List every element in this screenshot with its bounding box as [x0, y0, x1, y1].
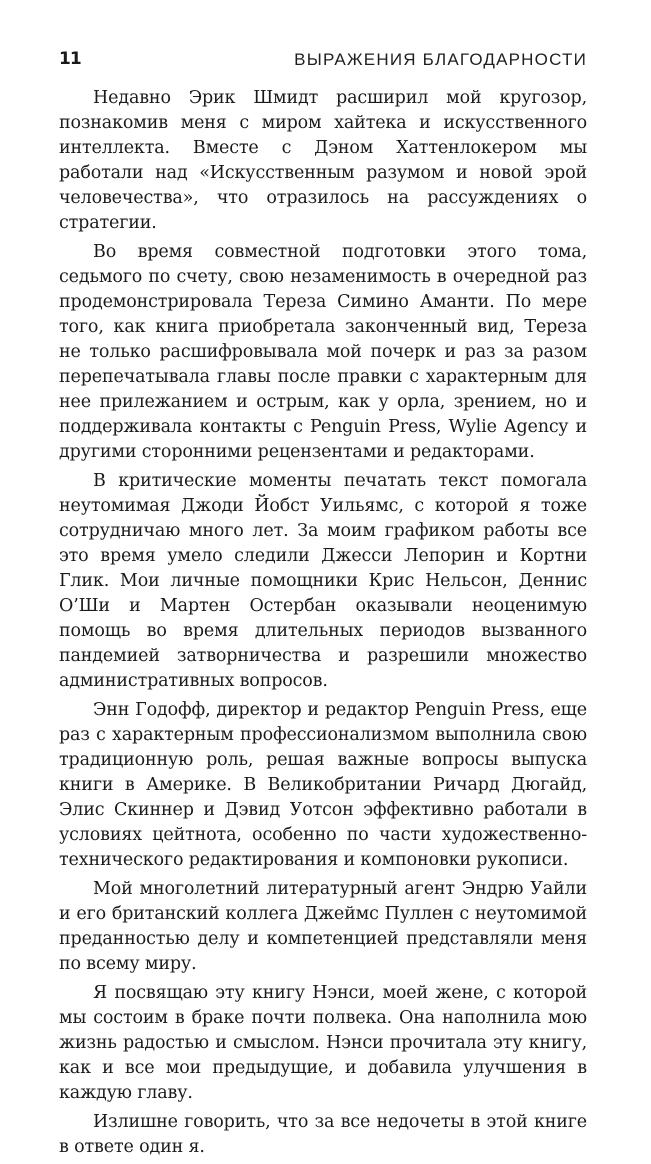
paragraph: Излишне говорить, что за все недочеты в этой книге в ответе один я.: [59, 1112, 587, 1157]
paragraph: Недавно Эрик Шмидт расширил мой кругозор, познакомив меня с миром хайтека и искусственного интеллекта. Вместе с Дэном Хаттенлокером мы работали над «Искусственным разумом и новой эрой человечества», что отразилось на рассуждениях о стратегии.: [59, 88, 587, 233]
paragraph: Во время совместной подготовки этого тома, седьмого по счету, свою незаменимость в очередной раз продемонстрировала Тереза Симино Аманти. По мере того, как книга приобретала законченный вид, Тереза не только расшифровывала мой почерк и раз за разом перепечатывала главы после правки с характерным для нее прилежанием и острым, как у орла, зрением, но и поддерживала контакты с Penguin Press, Wylie Agency и другими сторонними рецензентами и редакторами.: [59, 242, 587, 462]
paragraph: В критические моменты печатать текст помогала неутомимая Джоди Йобст Уильямс, с которой я тоже сотрудничаю много лет. За моим графиком работы все это время умело следили Джесси Лепорин и Кортни Глик. Мои личные помощники Крис Нельсон, Деннис О’Ши и Мартен Остербан оказывали неоценимую помощь во время длительных периодов вызванного пандемией затворничества и разрешили множество административных вопросов.: [59, 471, 587, 691]
paragraph: Энн Годофф, директор и редактор Penguin Press, еще раз с характерным профессионализмом выполнила свою традиционную роль, решая важные вопросы выпуска книги в Америке. В Великобритании Ричард Дюгайд, Элис Скиннер и Дэвид Уотсон эффективно работали в условиях цейтнота, особенно по части художественно-технического редактирования и компоновки рукописи.: [59, 700, 587, 870]
page-number: 11: [59, 49, 81, 69]
paragraph: Я посвящаю эту книгу Нэнси, моей жене, с которой мы состоим в браке почти полвека. Она наполнила мою жизнь радостью и смыслом. Нэнси прочитала эту книгу, как и все мои предыдущие, и добавила улучшения в каждую главу.: [59, 983, 587, 1103]
body-text: [59, 86, 587, 1164]
paragraph: Мой многолетний литературный агент Эндрю Уайли и его британский коллега Джеймс Пуллен с неутомимой преданностью делу и компетенцией представляли меня по всему миру.: [59, 879, 587, 974]
running-title: ВЫРАЖЕНИЯ БЛАГОДАРНОСТИ: [294, 50, 587, 69]
page-header: [0, 0, 651, 80]
